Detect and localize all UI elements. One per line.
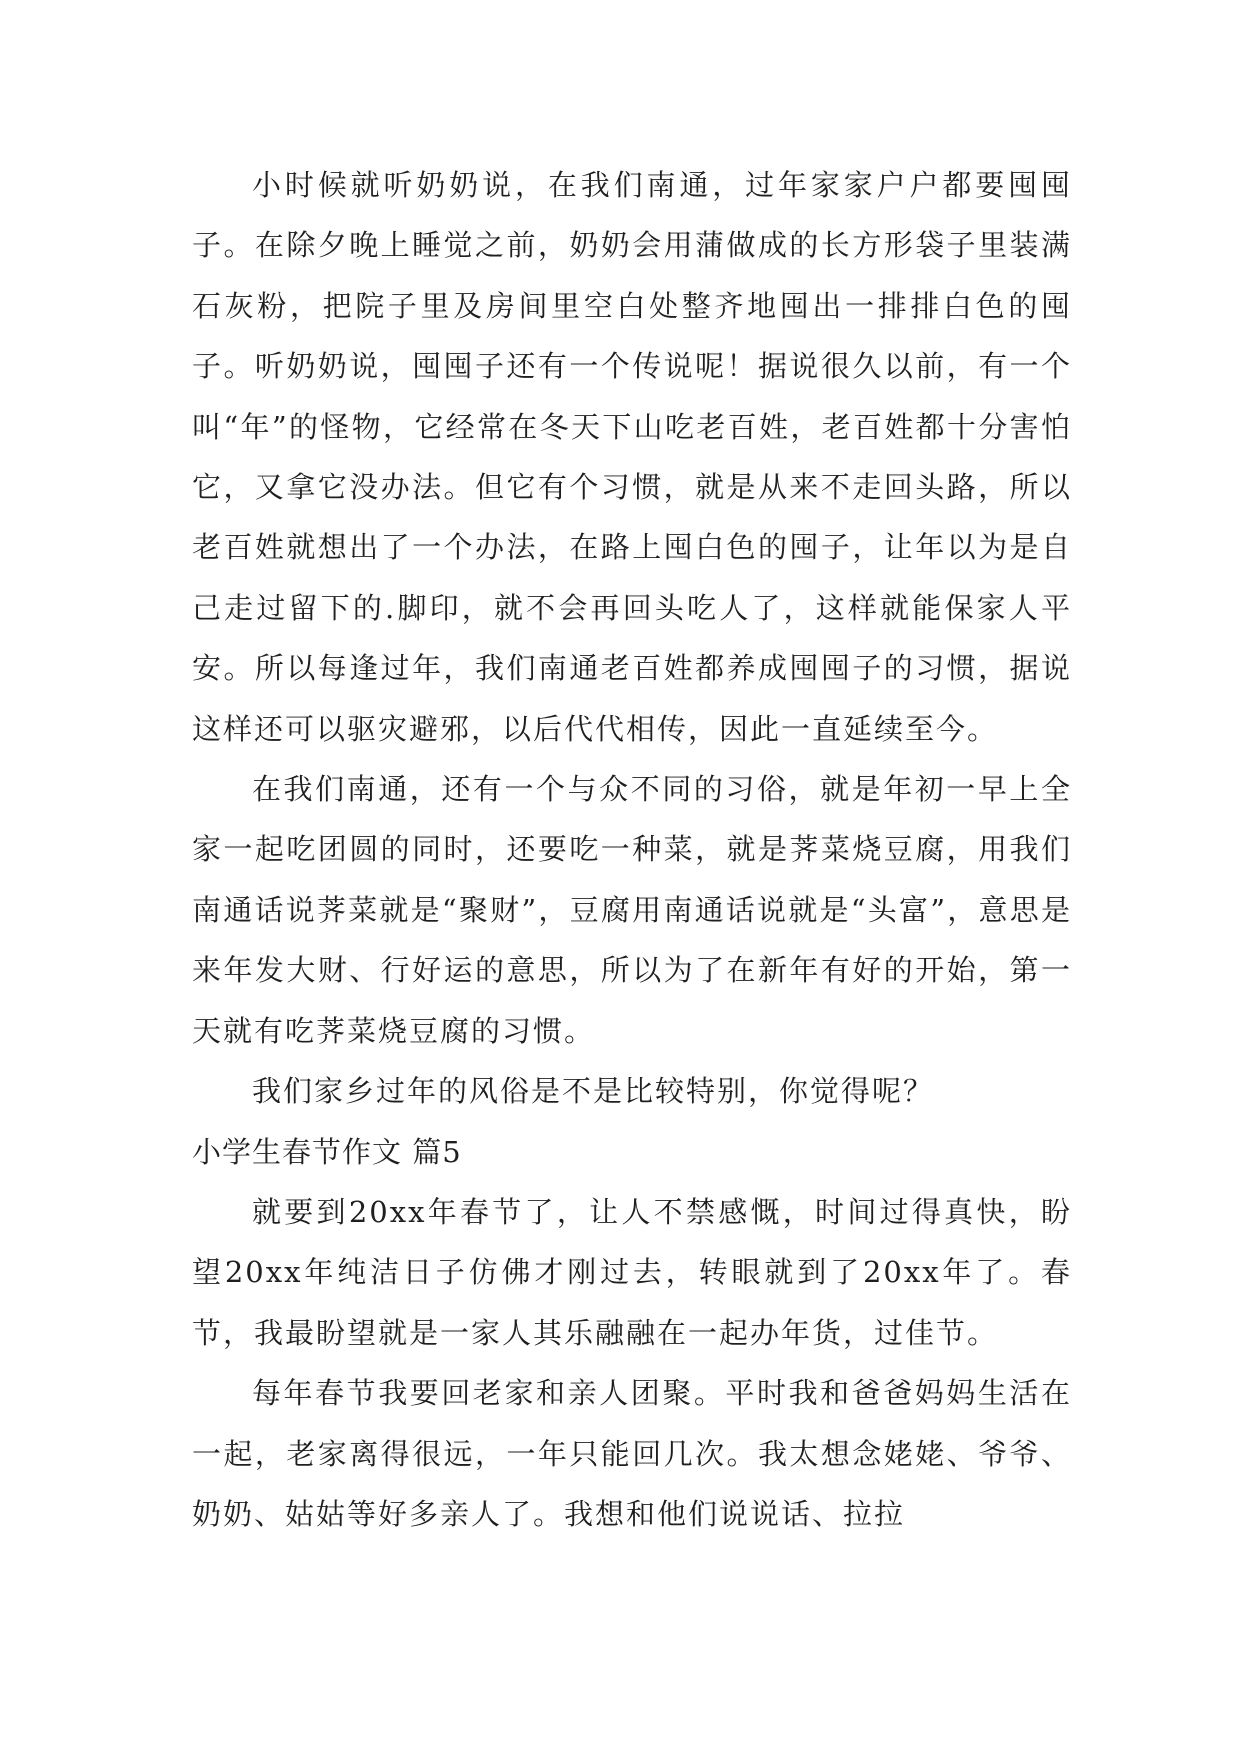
paragraph-question: 我们家乡过年的风俗是不是比较特别，你觉得呢？ [252, 1074, 935, 1109]
paragraph-reunion: 每年春节我要回老家和亲人团聚。平时我和爸爸妈妈生活在一起，老家离得很远，一年只能回几次。我太想念姥姥、爷爷、奶奶、姑姑等好多亲人了。我想和他们说说话、拉拉 [192, 1376, 1072, 1531]
paragraph-jicai-tofu: 在我们南通，还有一个与众不同的习俗，就是年初一早上全家一起吃团圆的同时，还要吃一种菜，就是荠菜烧豆腐，用我们南通话说荠菜就是“聚财”，豆腐用南通话说就是“头富”，意思是来年发大财、行好运的意思，所以为了在新年有好的开始，第一天就有吃荠菜烧豆腐的习惯。 [192, 772, 1072, 1048]
document-body [192, 155, 1072, 1544]
paragraph-legend-tunzi: 小时候就听奶奶说，在我们南通，过年家家户户都要囤囤子。在除夕晚上睡觉之前，奶奶会用蒲做成的长方形袋子里装满石灰粉，把院子里及房间里空白处整齐地囤出一排排白色的囤子。听奶奶说，囤囤子还有一个传说呢！据说很久以前，有一个叫“年”的怪物，它经常在冬天下山吃老百姓，老百姓都十分害怕它，又拿它没办法。但它有个习惯，就是从来不走回头路，所以老百姓就想出了一个办法，在路上囤白色的囤子，让年以为是自己走过留下的.脚印，就不会再回头吃人了，这样就能保家人平安。所以每逢过年，我们南通老百姓都养成囤囤子的习惯，据说这样还可以驱灾避邪，以后代代相传，因此一直延续至今。 [192, 168, 1072, 746]
paragraph-spring-festival: 就要到20xx年春节了，让人不禁感慨，时间过得真快，盼望20xx年纯洁日子仿佛才刚过去，转眼就到了20xx年了。春节，我最盼望就是一家人其乐融融在一起办年货，过佳节。 [192, 1194, 1072, 1350]
section-heading: 小学生春节作文 篇5 [192, 1134, 462, 1169]
